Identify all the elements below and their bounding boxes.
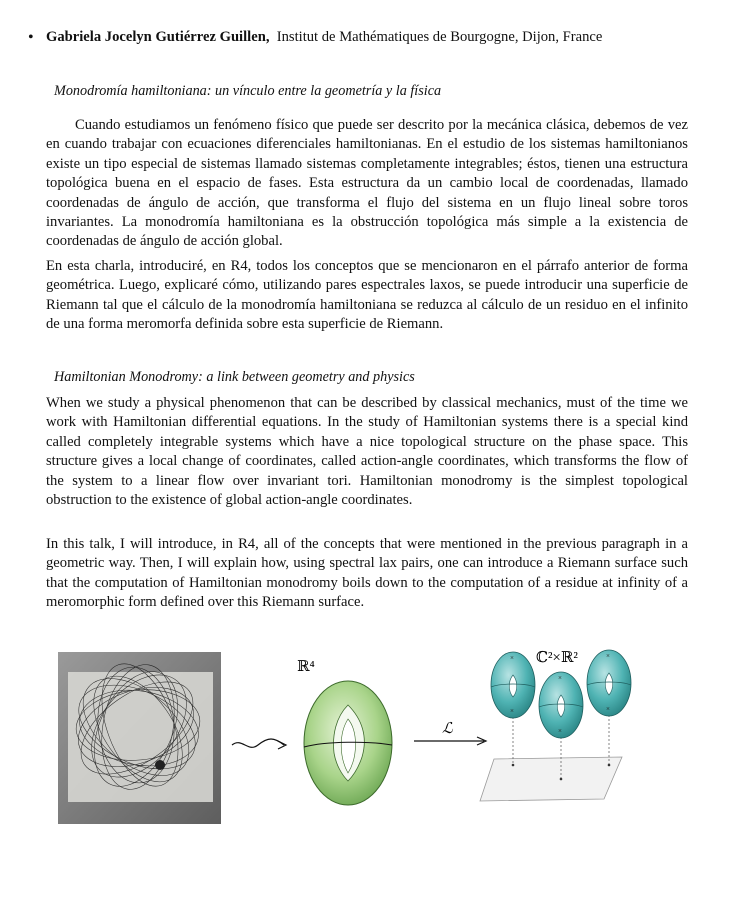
spanish-paragraph-2: En esta charla, introduciré, en R4, todos los conceptos que se mencionaron en el párrafo anterior de forma geométrica. Luego, explicaré cómo, utilizando pares espectrales laxos, se puede introducir una superficie de Riemann tal que el cálculo de la monodromía hamiltoniana se reduzca al cálculo de un residuo en el infinito de una forma meromorfa definida sobre esta superficie de Riemann. [46, 258, 688, 333]
target-space-label: ℂ²×ℝ² [536, 650, 578, 666]
author-line [46, 28, 688, 47]
english-paragraph-2: In this talk, I will introduce, in R4, all of the concepts that were mentioned in the previous paragraph in a geometric way. Then, I will explain how, using spectral lax pairs, one can introduce a Riemann surface such that the computation of Hamiltonian monodromy boils down to the computation of a residue at infinity of a meromorphic form defined over this Riemann surface. [46, 536, 688, 611]
svg-text:×: × [606, 652, 610, 660]
monodromy-figure [56, 645, 676, 830]
svg-text:×: × [510, 654, 514, 662]
bullet-icon: • [28, 29, 34, 46]
affiliation: Institut de Mathématiques de Bourgogne, Dijon, France [276, 29, 603, 45]
svg-text:×: × [558, 674, 562, 682]
svg-text:×: × [558, 727, 562, 735]
map-arrow-icon [414, 737, 486, 745]
teal-torus-middle [539, 672, 583, 738]
english-title: Hamiltonian Monodromy: a link between geometry and physics [54, 369, 415, 385]
teal-torus-left [491, 652, 535, 718]
teal-torus-right [587, 650, 631, 716]
map-label: ℒ [442, 721, 453, 737]
space-label: ℝ⁴ [297, 659, 315, 675]
author-name: Gabriela Jocelyn Gutiérrez Guillen, [46, 29, 270, 45]
wavy-arrow-icon [232, 739, 286, 749]
english-paragraph-1: When we study a physical phenomenon that can be described by classical mechanics, must of the time we work with Hamiltonian differential equations. In the study of Hamiltonian systems there is a special kind called completely integrable systems which have a nice topological structure on the phase space. This structure gives a local change of coordinates, called action-angle coordinates, which transforms the flow of the system to a linear flow over invariant tori. Hamiltonian monodromy is the simplest topological obstruction to the existence of global action-angle coordinates. [46, 395, 688, 509]
green-torus [304, 681, 392, 805]
pendulum-photo [58, 652, 221, 824]
svg-text:×: × [510, 707, 514, 715]
base-plane [480, 757, 622, 801]
spanish-paragraph-1: Cuando estudiamos un fenómeno físico que puede ser descrito por la mecánica clásica, debemos de vez en cuando trabajar con ecuaciones diferenciales hamiltonianas. En el estudio de los sistemas hamiltonianos existe un tipo especial de sistemas llamado sistemas completamente integrables; éstos, tienen una estructura topológica buena en el espacio de fases. Esta estructura da un cambio local de coordenadas, llamado coordenadas de ángulo de acción, que transforma el flujo del sistema en un flujo lineal sobre toros invariantes. La monodromía hamiltoniana es la obstrucción topológica más simple a la existencia de coordenadas de ángulo de acción global. [46, 117, 688, 250]
svg-text:×: × [606, 705, 610, 713]
abstract-header [28, 28, 688, 47]
spanish-title: Monodromía hamiltoniana: un vínculo entre la geometría y la física [54, 83, 442, 99]
